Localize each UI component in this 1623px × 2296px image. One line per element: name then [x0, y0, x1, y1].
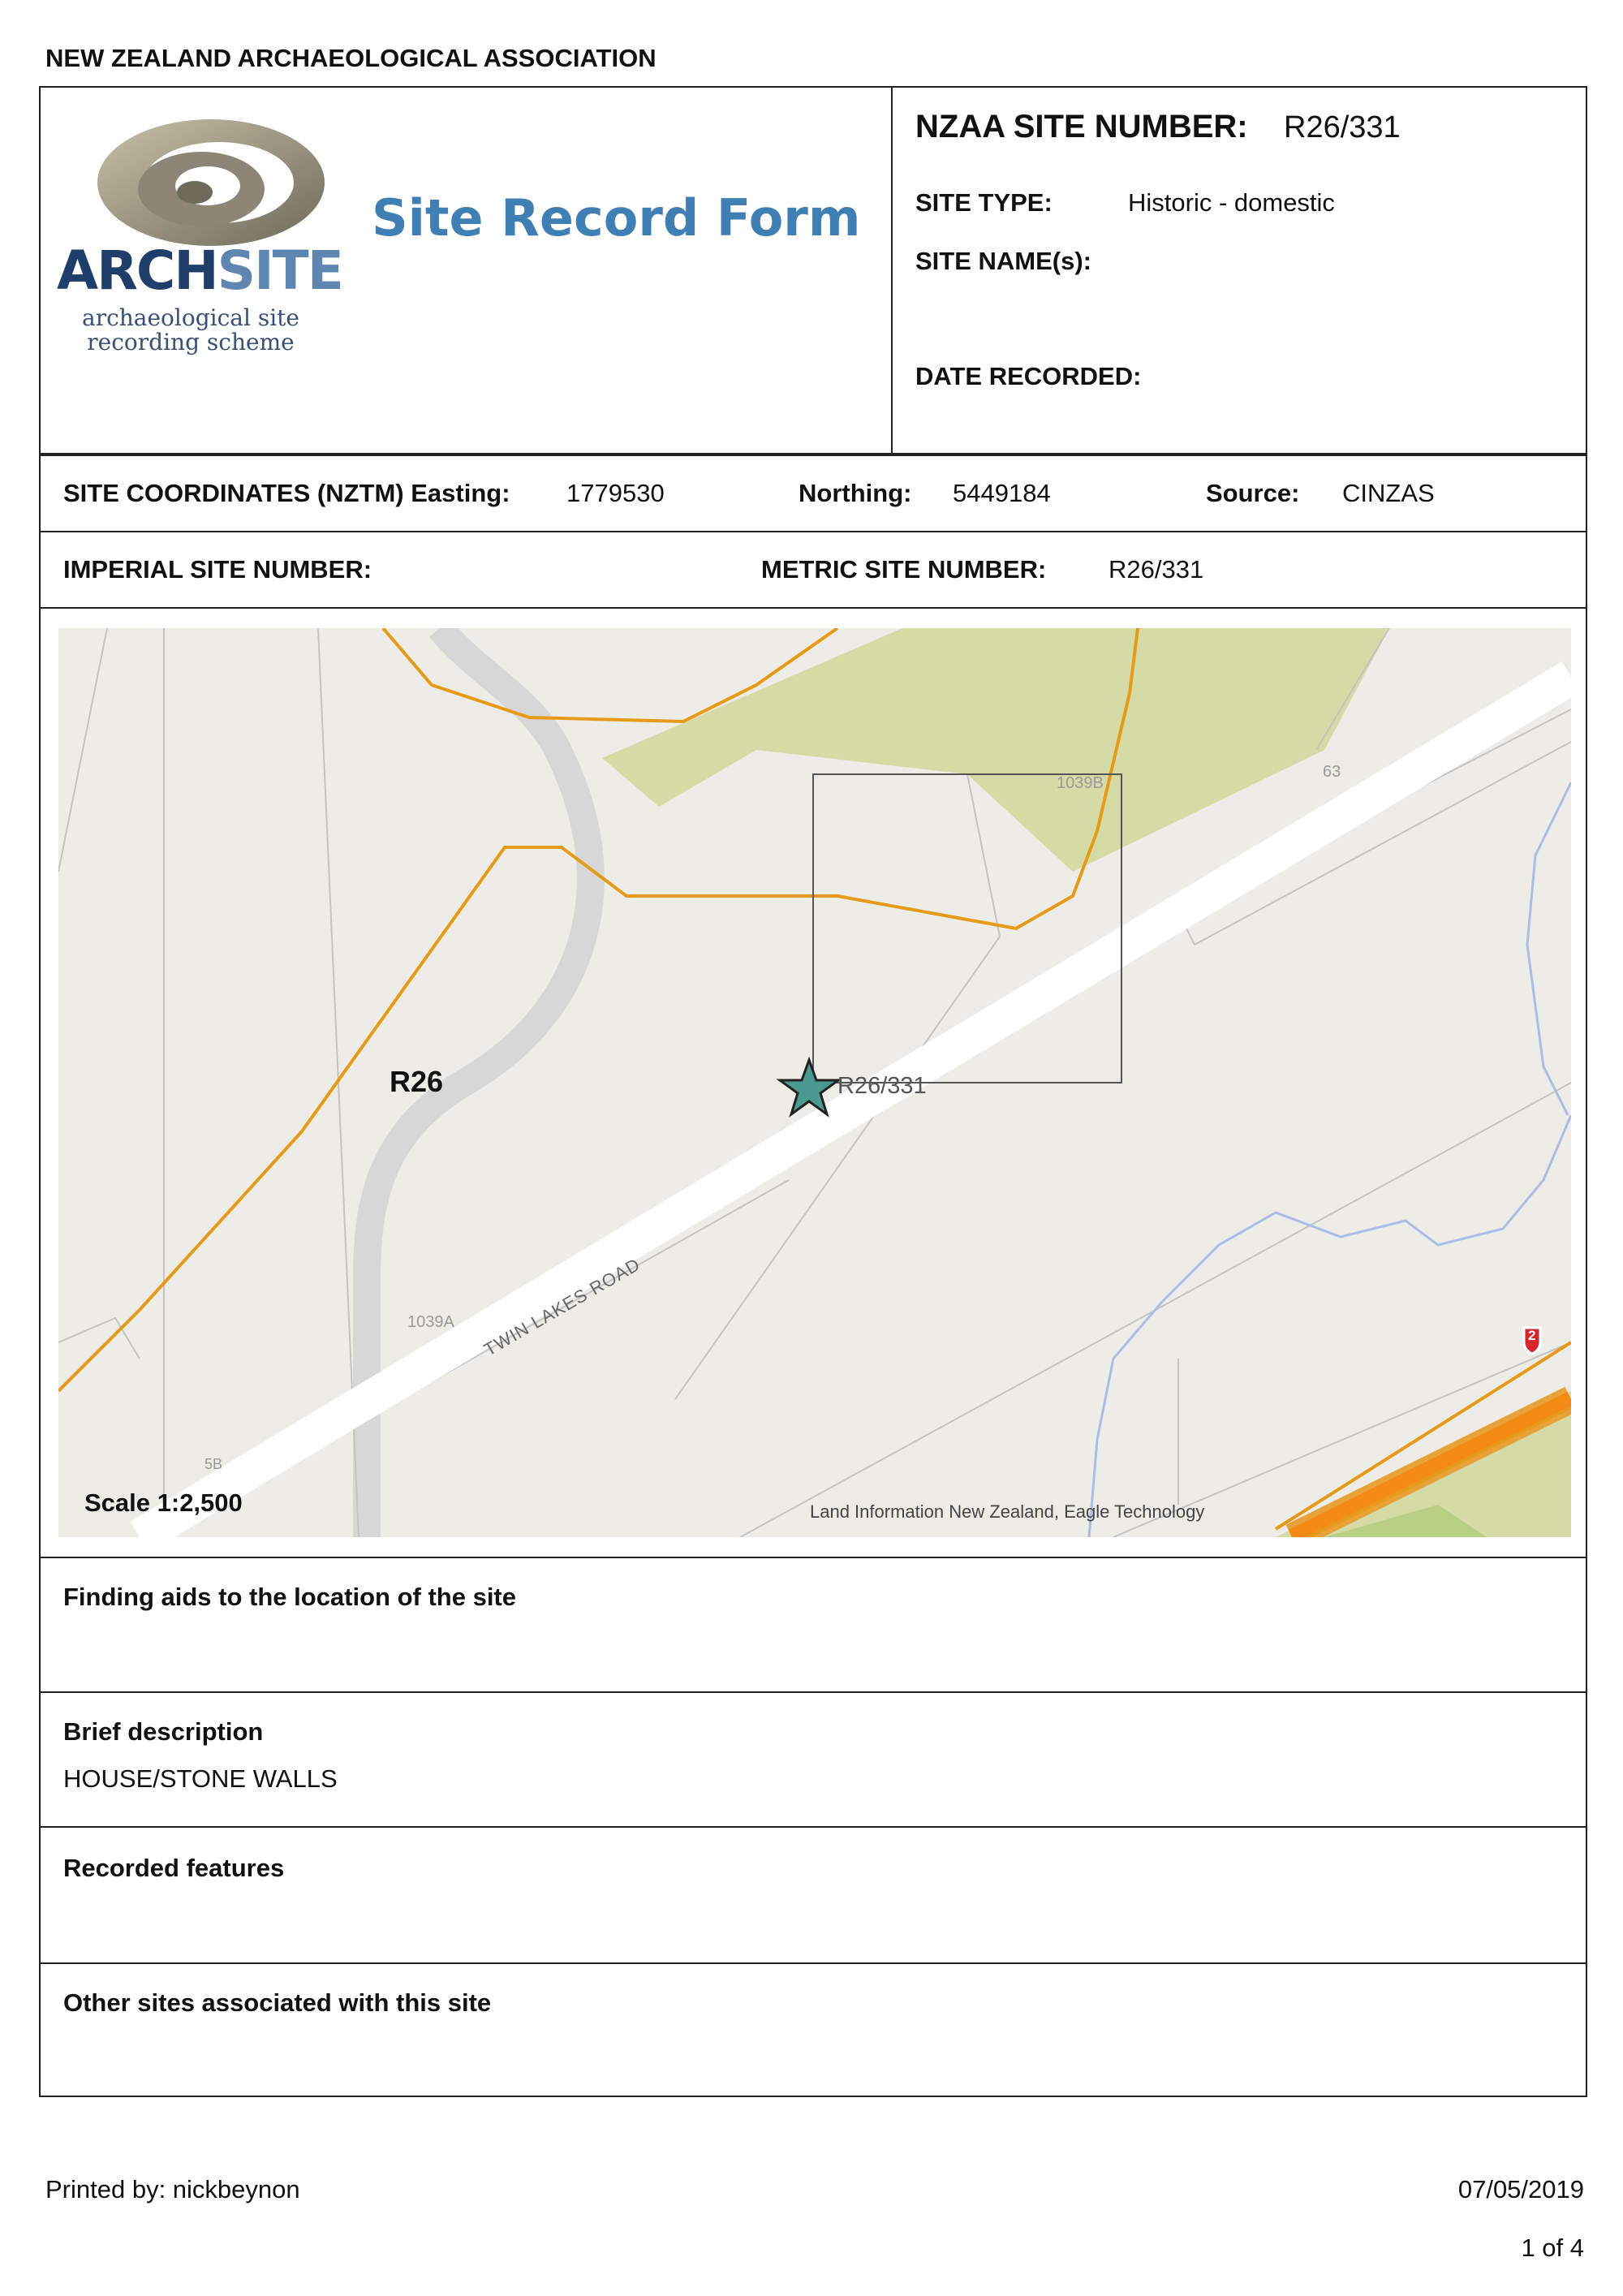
metric-site-number-value: R26/331 [1109, 555, 1204, 584]
northing-value: 5449184 [953, 479, 1051, 507]
archsite-logo [57, 101, 342, 369]
map-parcel-1039a: 1039A [407, 1313, 454, 1331]
brief-description-label: Brief description [63, 1717, 264, 1746]
footer-date: 07/05/2019 [1457, 2175, 1584, 2203]
archsite-tagline [73, 306, 308, 355]
imperial-site-number-label: IMPERIAL SITE NUMBER: [63, 555, 372, 584]
map-sheet-label: R26 [390, 1065, 444, 1098]
vegetation-area-north [602, 628, 1389, 872]
map-scale: Scale 1:2,500 [84, 1488, 243, 1517]
twin-lakes-road [140, 677, 1571, 1537]
site-location-map[interactable] [58, 628, 1571, 1537]
map-attribution: Land Information New Zealand, Eagle Technology [810, 1501, 1205, 1522]
site-number-label: NZAA SITE NUMBER: [915, 109, 1248, 144]
footer-printed-by: Printed by: nickbeynon [45, 2175, 300, 2203]
coordinates-divider [39, 531, 1587, 532]
footer-page-number: 1 of 4 [1521, 2234, 1584, 2262]
archsite-wordmark [57, 239, 342, 302]
other-sites-label: Other sites associated with this site [63, 1988, 492, 2017]
northing-label: Northing: [799, 479, 912, 507]
map-site-label: R26/331 [837, 1073, 927, 1099]
organization-title: NEW ZEALAND ARCHAEOLOGICAL ASSOCIATION [45, 44, 657, 72]
source-value: CINZAS [1342, 479, 1435, 507]
map-canvas [58, 628, 1571, 1537]
site-names-label: SITE NAME(s): [915, 247, 1091, 275]
site-type-label: SITE TYPE: [915, 188, 1053, 217]
map-parcel-1039b: 1039B [1057, 774, 1104, 792]
site-number-value: R26/331 [1284, 110, 1401, 144]
map-divider [39, 1557, 1587, 1558]
recorded-features-label: Recorded features [63, 1854, 285, 1882]
easting-value: 1779530 [566, 479, 665, 507]
map-road-label: TWIN LAKES ROAD [480, 1254, 644, 1360]
header-vertical-divider [891, 86, 893, 453]
brief-description-value: HOUSE/STONE WALLS [63, 1764, 338, 1793]
wordmark-dark: ARCH [57, 239, 217, 302]
map-parcel-5b: 5B [204, 1456, 223, 1472]
date-recorded-label: DATE RECORDED: [915, 362, 1142, 390]
wordmark-light: SITE [217, 239, 342, 302]
header-divider [39, 453, 1587, 456]
site-numbers-divider [39, 607, 1587, 609]
map-highway-shield-label: 2 [1528, 1328, 1536, 1343]
tagline-line2: recording scheme [87, 329, 295, 355]
coordinates-label: SITE COORDINATES (NZTM) Easting: [63, 479, 510, 507]
form-heading: Site Record Form [372, 188, 861, 248]
tagline-line1: archaeological site [82, 304, 299, 331]
features-divider [39, 1962, 1587, 1964]
finding-aids-divider [39, 1691, 1587, 1693]
source-label: Source: [1206, 479, 1300, 507]
site-type-value: Historic - domestic [1128, 188, 1335, 217]
description-divider [39, 1826, 1587, 1828]
finding-aids-label: Finding aids to the location of the site [63, 1583, 516, 1611]
metric-site-number-label: METRIC SITE NUMBER: [761, 555, 1047, 584]
map-parcel-63: 63 [1323, 763, 1341, 781]
